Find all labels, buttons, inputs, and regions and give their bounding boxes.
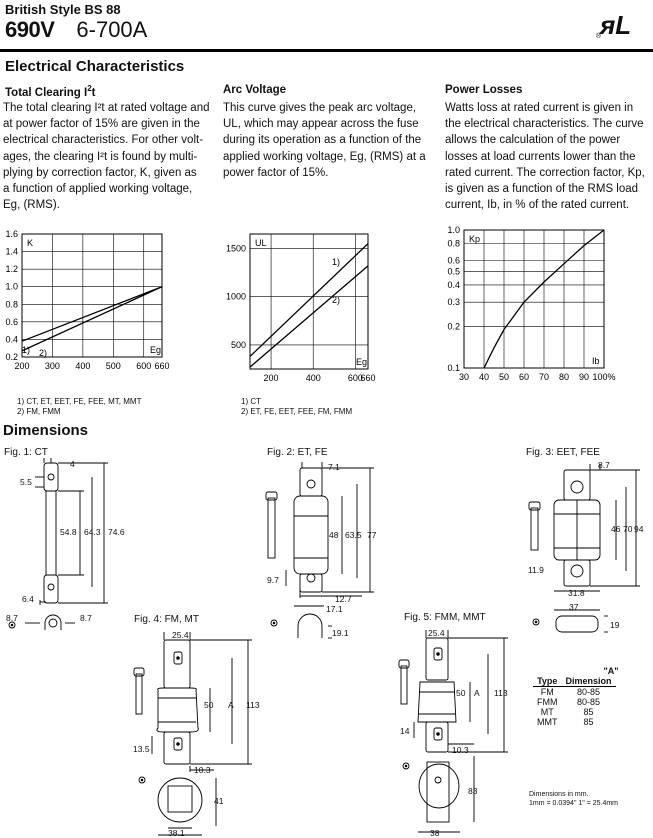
para-line: at power factor of 15% are given in the [3, 118, 200, 131]
x-tick-label: 400 [75, 361, 91, 371]
para-line: current, Ib, in % of the rated current. [445, 199, 630, 212]
fig2-dim-77: 77 [367, 530, 377, 540]
y-tick-label: 0.5 [447, 266, 460, 277]
fig1-dim-8-7b: 8.7 [80, 613, 92, 623]
y-tick-label: 0.6 [447, 255, 460, 266]
series-subtitle: British Style BS 88 [5, 2, 121, 17]
y-tick-label: 1.4 [5, 246, 18, 257]
y-tick-label: 0.3 [447, 297, 460, 308]
fig1-dim-6-4: 6.4 [22, 594, 34, 604]
y-tick-label: 0.2 [447, 321, 460, 332]
x-tick-label: 40 [478, 372, 490, 382]
fig1-label: Fig. 1: CT [4, 447, 48, 458]
fig5-dim-50: 50 [456, 688, 466, 698]
y-tick-label: 1.6 [5, 229, 18, 239]
fig2-drawing [262, 458, 392, 643]
para-line: power factor of 15%. [223, 166, 329, 179]
fig5-dim-10-3: 10.3 [452, 745, 469, 755]
table-row: MT 85 [540, 707, 594, 717]
fig5-dim-38: 38 [430, 828, 440, 838]
x-axis-label: Eg [356, 357, 368, 367]
para-clearing [3, 100, 215, 213]
x-tick-label: 400 [305, 373, 321, 383]
y-tick-label: 1.2 [5, 264, 18, 275]
fig3-dim-37: 37 [569, 602, 579, 612]
y-tick-label: 0.4 [447, 279, 460, 290]
x-tick-label: 90 [578, 372, 590, 382]
fig4-dim-A: A [228, 700, 234, 710]
fig4-dim-13-5: 13.5 [133, 744, 150, 754]
fig5-drawing [392, 626, 532, 838]
y-tick-label: 500 [230, 339, 246, 350]
series-line [250, 244, 368, 357]
para-line: the electrical characteristics. The curve [445, 118, 644, 131]
section-title-dimensions: Dimensions [3, 422, 89, 439]
para-line: losses at load currents lower than the [445, 150, 636, 163]
fig4-dim-113: 113 [246, 700, 260, 710]
fig1-drawing [0, 455, 130, 645]
fig2-dim-12-7: 12.7 [335, 594, 352, 604]
type-table-header-dimension: Dimension [562, 676, 616, 687]
fig1-dim-8-7a: 8.7 [6, 613, 18, 623]
fig4-dim-50: 50 [204, 700, 214, 710]
fig4-dim-25-4: 25.4 [172, 630, 189, 640]
x-tick-label: 300 [44, 361, 60, 371]
fig2-dim-19-1: 19.1 [332, 628, 349, 638]
para-line: Eg, (RMS). [3, 199, 60, 212]
y-tick-label: 0.2 [5, 352, 18, 362]
para-line: ages, the clearing I²t is found by multi- [3, 150, 198, 163]
fig5-dim-113: 113 [494, 688, 508, 698]
x-tick-label: 200 [14, 361, 30, 371]
x-axis-label: Eg [150, 345, 162, 355]
type-table [533, 676, 616, 727]
para-line: is given as a function of the RMS load [445, 183, 639, 196]
fig5-label: Fig. 5: FMM, MMT [404, 612, 486, 623]
para-line: a function of applied working voltage, [3, 183, 193, 196]
series-label: 2) [332, 295, 341, 305]
para-arc [223, 100, 433, 181]
fig3-dim-70: 70 [623, 524, 633, 534]
y-axis-label: UL [255, 238, 267, 248]
y-tick-label: 0.1 [447, 363, 460, 373]
chart-arc-voltage [222, 225, 382, 415]
fig4-dim-10-3: 10.3 [194, 765, 211, 775]
para-line: The total clearing I²t at rated voltage and [3, 102, 210, 114]
fig1-dim-4: 4 [70, 459, 75, 469]
chart-k-factor [0, 225, 215, 415]
chart1-notes [17, 397, 141, 416]
y-tick-label: 0.6 [5, 316, 18, 327]
chart1-note-2: 2) FM, FMM [17, 406, 61, 416]
series-line [250, 266, 368, 367]
fig5-dim-25-4: 25.4 [428, 628, 445, 638]
y-tick-label: 0.8 [5, 299, 18, 310]
fig2-dim-17-1: 17.1 [326, 604, 343, 614]
table-row: FMM 80-85 [537, 697, 601, 707]
series-label: 1) [22, 345, 31, 355]
y-tick-label: 0.8 [447, 238, 460, 249]
fig3-dim-46: 46 [611, 524, 621, 534]
type-table-block [533, 666, 653, 727]
chart-power-losses [440, 225, 620, 390]
y-axis-label: Kp [469, 234, 481, 244]
table-row: MMT 85 [537, 717, 594, 727]
fig1-dim-64-3: 64.3 [84, 527, 101, 537]
fig2-dim-9-7: 9.7 [267, 575, 279, 585]
x-tick-label: 660 [154, 361, 170, 371]
x-tick-label: 30 [458, 372, 470, 382]
chart2-note-1: 1) CT [241, 397, 261, 406]
y-tick-label: 1.0 [447, 225, 460, 235]
footnote-conversion: 1mm = 0.0394" 1" = 25.4mm [529, 800, 619, 807]
x-tick-label: 200 [263, 373, 279, 383]
voltage-current-heading [5, 17, 147, 43]
x-axis-label: Ib [592, 356, 600, 366]
x-tick-label: 600 [347, 373, 363, 383]
fig3-dim-19: 19 [610, 620, 620, 630]
fig2-label: Fig. 2: ET, FE [267, 447, 328, 458]
fig2-dim-48: 48 [329, 530, 339, 540]
para-power [445, 100, 653, 213]
x-tick-label: 100% [592, 372, 616, 382]
para-line: electrical characteristics. For other volt- [3, 134, 204, 147]
series-line [22, 287, 162, 351]
series-label: 2) [39, 348, 48, 358]
fig5-dim-A: A [474, 688, 480, 698]
para-line: UL, which may appear across the fuse [223, 118, 419, 131]
plot-frame [250, 234, 368, 369]
fig3-label: Fig. 3: EET, FEE [526, 447, 600, 458]
x-tick-label: 60 [518, 372, 530, 382]
y-tick-label: 1500 [225, 243, 246, 254]
fig3-dim-11-9: 11.9 [528, 565, 544, 575]
type-table-header-type: Type [533, 676, 562, 687]
current-range: 6-700A [76, 17, 148, 42]
fig3-dim-31-8: 31.8 [568, 588, 585, 598]
plot-frame [464, 230, 604, 368]
chart1-note-1: 1) CT, ET, EET, FE, FEE, MT, MMT [17, 397, 142, 406]
para-line: applied working voltage, Eg, (RMS) at a [223, 150, 426, 163]
fig3-drawing [524, 458, 653, 638]
x-tick-label: 70 [538, 372, 550, 382]
col-title-arc: Arc Voltage [223, 84, 287, 96]
fig4-label: Fig. 4: FM, MT [134, 614, 199, 625]
fig1-dim-74-6: 74.6 [108, 527, 125, 537]
fig2-dim-7-1: 7.1 [328, 462, 340, 472]
fig2-dim-63-5: 63.5 [345, 530, 362, 540]
series-line [22, 287, 162, 341]
col-title-clearing: Total Clearing $I^2t$ [5, 84, 96, 99]
fig1-dim-5-5: 5.5 [20, 477, 32, 487]
svg-text:ᴙL: ᴙL [600, 10, 632, 38]
fig5-dim-14: 14 [400, 726, 410, 736]
fig3-dim-8-7: 8.7 [598, 460, 610, 470]
table-row: FM 80-85 [540, 687, 601, 697]
y-tick-label: 1000 [225, 291, 246, 302]
para-line: Watts loss at rated current is given in [445, 102, 634, 114]
fig4-drawing [128, 628, 268, 838]
footnote-units: Dimensions in mm. [529, 791, 589, 798]
section-title-electrical: Electrical Characteristics [5, 58, 185, 75]
x-tick-label: 80 [558, 372, 570, 382]
col-title-power: Power Losses [445, 84, 523, 96]
para-line: during its operation as a function of the [223, 134, 422, 147]
fig4-dim-38-1: 38.1 [168, 828, 185, 838]
chart2-note-2: 2) ET, FE, EET, FEE, FM, FMM [241, 406, 353, 416]
x-tick-label: 600 [136, 361, 152, 371]
fig1-dim-54-8: 54.8 [60, 527, 77, 537]
dimensions-footnote [529, 790, 618, 808]
y-tick-label: 1.0 [5, 281, 18, 292]
svg-text:®: ® [596, 33, 602, 38]
header-rule [0, 49, 653, 52]
y-axis-label: K [27, 238, 34, 248]
fig3-dim-94: 94 [634, 524, 644, 534]
x-tick-label: 500 [105, 361, 121, 371]
para-line: plying by correction factor, K, given as [3, 166, 197, 179]
y-tick-label: 0.4 [5, 334, 18, 345]
x-tick-label: 50 [498, 372, 510, 382]
ul-logo-icon [596, 8, 650, 43]
fig4-dim-41: 41 [214, 796, 224, 806]
para-line: rated current. The correction factor, Kp, [445, 166, 645, 179]
series-label: 1) [332, 257, 341, 267]
para-line: allows the calculation of the power [445, 134, 621, 147]
x-tick-label: 660 [360, 373, 376, 383]
type-table-title: "A" [603, 666, 619, 676]
para-line: This curve gives the peak arc voltage, [223, 102, 417, 114]
voltage-rating: 690V [5, 17, 55, 42]
fig5-dim-83: 83 [468, 786, 478, 796]
chart2-notes [241, 397, 352, 416]
